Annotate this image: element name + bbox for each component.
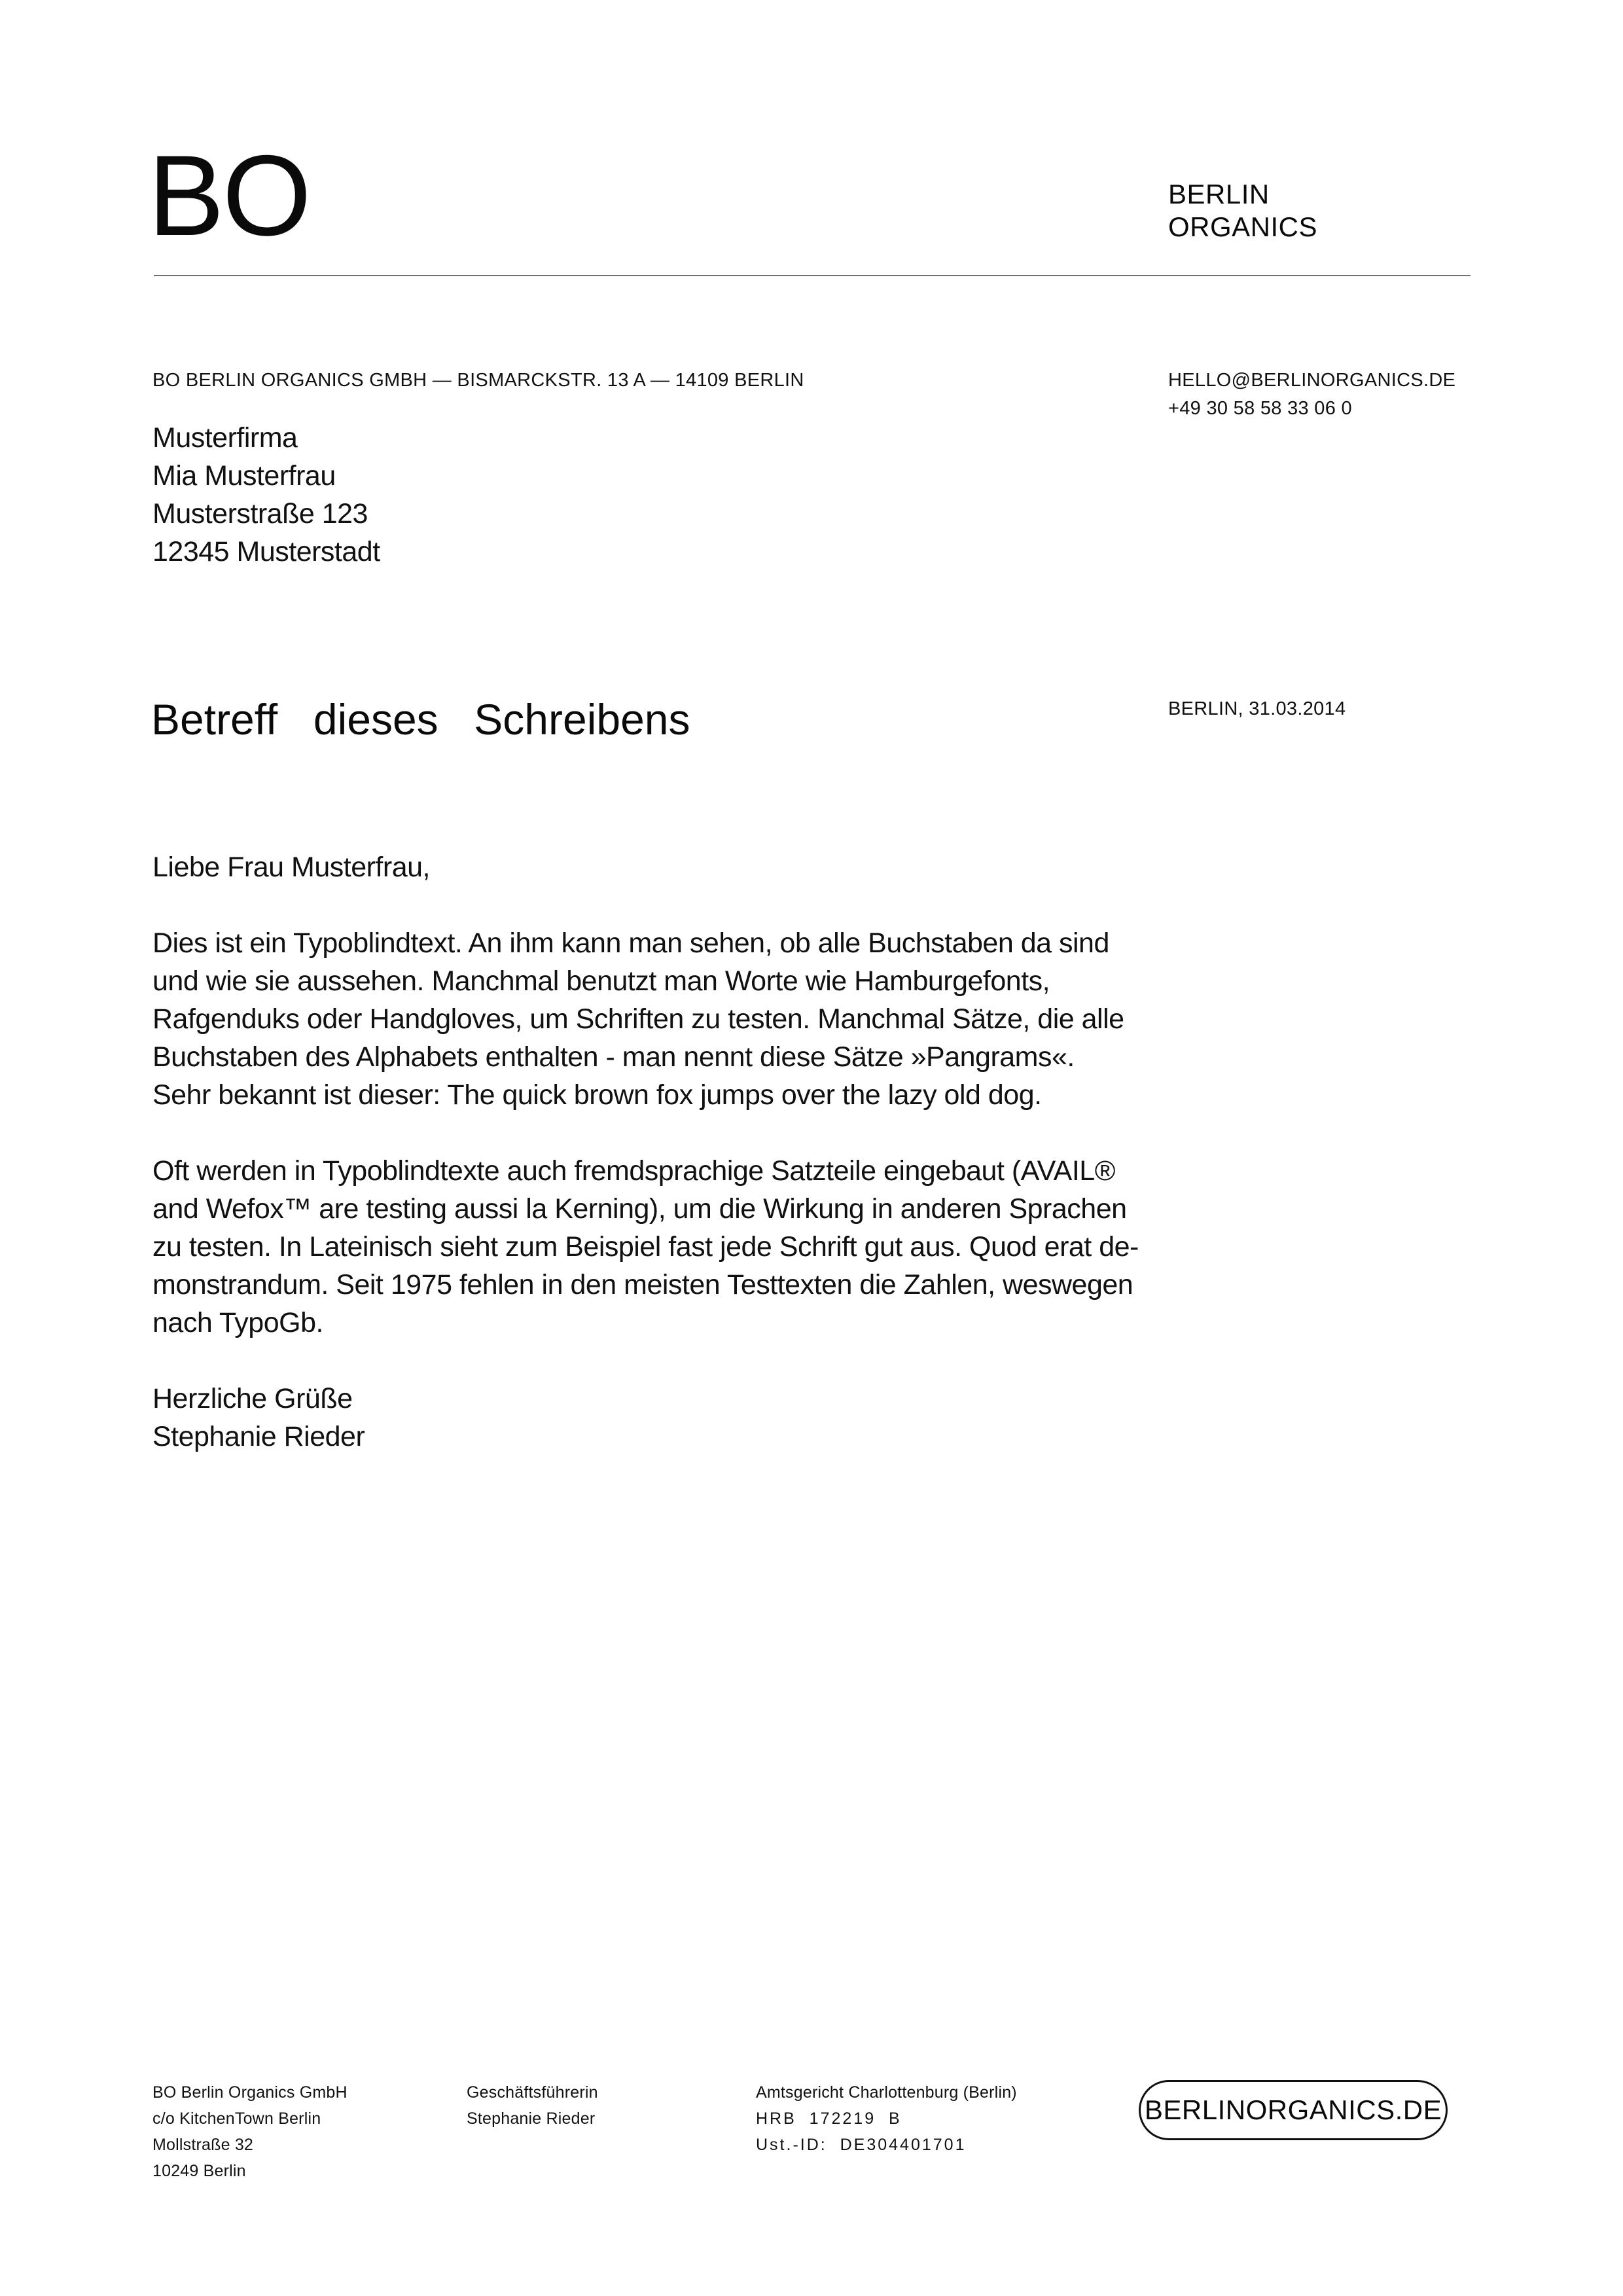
paragraph-2 xyxy=(152,1152,1139,1342)
paragraph-1-line: und wie sie aussehen. Manchmal benutzt man Worte wie Hamburgefonts, xyxy=(152,965,1050,997)
paragraph-1-line: Buchstaben des Alphabets enthalten - man nennt diese Sätze »Pangrams«. xyxy=(152,1041,1075,1073)
contact-phone: +49 30 58 58 33 06 0 xyxy=(1168,398,1352,419)
paragraph-1 xyxy=(152,924,1139,1114)
recipient-street: Musterstraße 123 xyxy=(152,498,368,529)
recipient-company: Musterfirma xyxy=(152,422,298,454)
brand-name xyxy=(1168,178,1317,243)
header-divider xyxy=(154,275,1471,276)
recipient-city: 12345 Musterstadt xyxy=(152,536,380,567)
paragraph-2-line: zu testen. In Lateinisch sieht zum Beispiel fast jede Schrift gut aus. Quod erat de- xyxy=(152,1231,1139,1263)
footer-company-name: BO Berlin Organics GmbH xyxy=(152,2083,348,2102)
footer-management-title: Geschäftsführerin xyxy=(467,2083,598,2102)
brand-line-1: BERLIN xyxy=(1168,179,1270,209)
subject-line: Betreff dieses Schreibens xyxy=(151,695,690,744)
footer-registry-vatid: Ust.-ID: DE304401701 xyxy=(756,2136,967,2154)
paragraph-2-line: Oft werden in Typoblindtexte auch fremdsprachige Satzteile eingebaut (AVAIL® xyxy=(152,1155,1115,1187)
website-pill-button[interactable]: BERLINORGANICS.DE xyxy=(1139,2080,1448,2140)
footer-management-block xyxy=(467,2079,598,2132)
footer-company-street: Mollstraße 32 xyxy=(152,2136,254,2154)
footer-company-co: c/o KitchenTown Berlin xyxy=(152,2109,321,2128)
company-logo: BO xyxy=(148,132,310,260)
recipient-name: Mia Musterfrau xyxy=(152,460,336,492)
contact-block xyxy=(1168,367,1455,423)
footer-registry-hrb: HRB 172219 B xyxy=(756,2109,902,2128)
salutation: Liebe Frau Musterfrau, xyxy=(152,852,430,883)
footer-company-block xyxy=(152,2079,348,2184)
recipient-address xyxy=(152,419,380,571)
letter-body xyxy=(152,848,1139,1456)
footer-registry-court: Amtsgericht Charlottenburg (Berlin) xyxy=(756,2083,1017,2102)
footer-company-city: 10249 Berlin xyxy=(152,2162,246,2180)
paragraph-1-line: Dies ist ein Typoblindtext. An ihm kann man sehen, ob alle Buchstaben da sind xyxy=(152,927,1109,959)
closing xyxy=(152,1380,1139,1456)
brand-line-2: ORGANICS xyxy=(1168,211,1318,242)
footer-management-name: Stephanie Rieder xyxy=(467,2109,596,2128)
sender-address-line: BO BERLIN ORGANICS GMBH — BISMARCKSTR. 13 A — 14109 BERLIN xyxy=(152,370,804,391)
paragraph-2-line: monstrandum. Seit 1975 fehlen in den meisten Testtexten die Zahlen, weswegen xyxy=(152,1269,1133,1300)
paragraph-2-line: nach TypoGb. xyxy=(152,1307,323,1338)
closing-greeting: Herzliche Grüße xyxy=(152,1383,353,1414)
closing-signature-name: Stephanie Rieder xyxy=(152,1421,365,1452)
paragraph-2-line: and Wefox™ are testing aussi la Kerning), um die Wirkung in anderen Sprachen xyxy=(152,1193,1127,1225)
contact-email: HELLO@BERLINORGANICS.DE xyxy=(1168,370,1456,391)
paragraph-1-line: Rafgenduks oder Handgloves, um Schriften zu testen. Manchmal Sätze, die alle xyxy=(152,1003,1124,1035)
paragraph-1-line: Sehr bekannt ist dieser: The quick brown fox jumps over the lazy old dog. xyxy=(152,1079,1042,1111)
footer-registry-block xyxy=(756,2079,1017,2158)
date-line: BERLIN, 31.03.2014 xyxy=(1168,698,1346,719)
